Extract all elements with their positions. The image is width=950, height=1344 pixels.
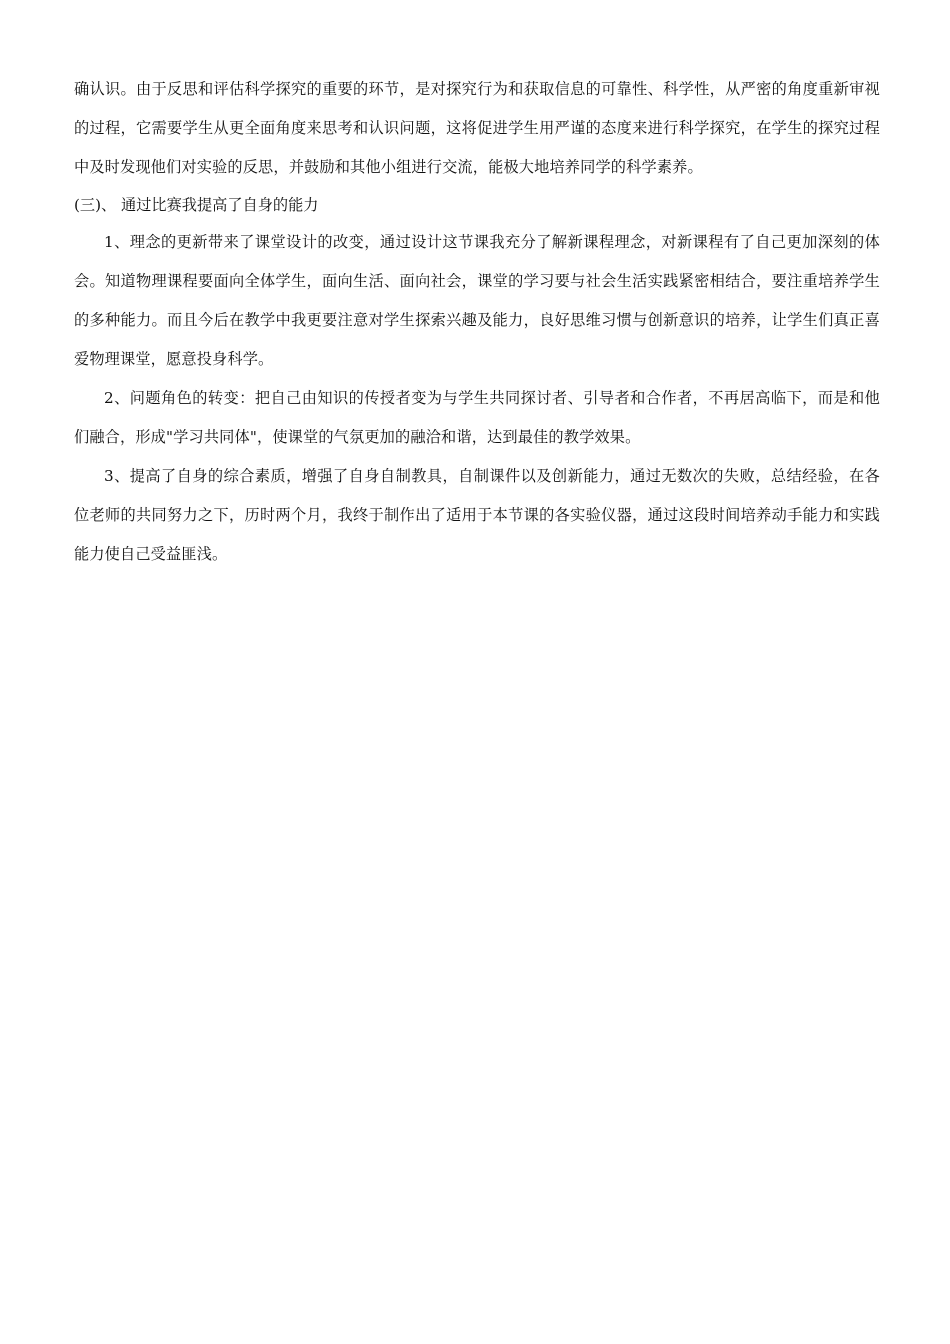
- paragraph-point-2: 2、问题角色的转变：把自己由知识的传授者变为与学生共同探讨者、引导者和合作者，不再居高临下，而是和他们融合，形成"学习共同体"，使课堂的气氛更加的融洽和谐，达到最佳的教学效果。: [74, 389, 880, 446]
- document-page: [74, 70, 880, 574]
- section-heading-3: (三)、 通过比赛我提高了自身的能力: [74, 196, 319, 214]
- paragraph-point-3: 3、提高了自身的综合素质，增强了自身自制教具，自制课件以及创新能力，通过无数次的失败，总结经验，在各位老师的共同努力之下，历时两个月，我终于制作出了适用于本节课的各实验仪器，通过这段时间培养动手能力和实践能力使自己受益匪浅。: [74, 467, 880, 563]
- paragraph-continuation: 确认识。由于反思和评估科学探究的重要的环节，是对探究行为和获取信息的可靠性、科学性，从严密的角度重新审视的过程，它需要学生从更全面角度来思考和认识问题，这将促进学生用严谨的态度来进行科学探究，在学生的探究过程中及时发现他们对实验的反思，并鼓励和其他小组进行交流，能极大地培养同学的科学素养。: [74, 80, 880, 176]
- paragraph-point-1: 1、理念的更新带来了课堂设计的改变，通过设计这节课我充分了解新课程理念，对新课程有了自己更加深刻的体会。知道物理课程要面向全体学生，面向生活、面向社会，课堂的学习要与社会生活实践紧密相结合，要注重培养学生的多种能力。而且今后在教学中我更要注意对学生探索兴趣及能力，良好思维习惯与创新意识的培养，让学生们真正喜爱物理课堂，愿意投身科学。: [74, 233, 880, 368]
